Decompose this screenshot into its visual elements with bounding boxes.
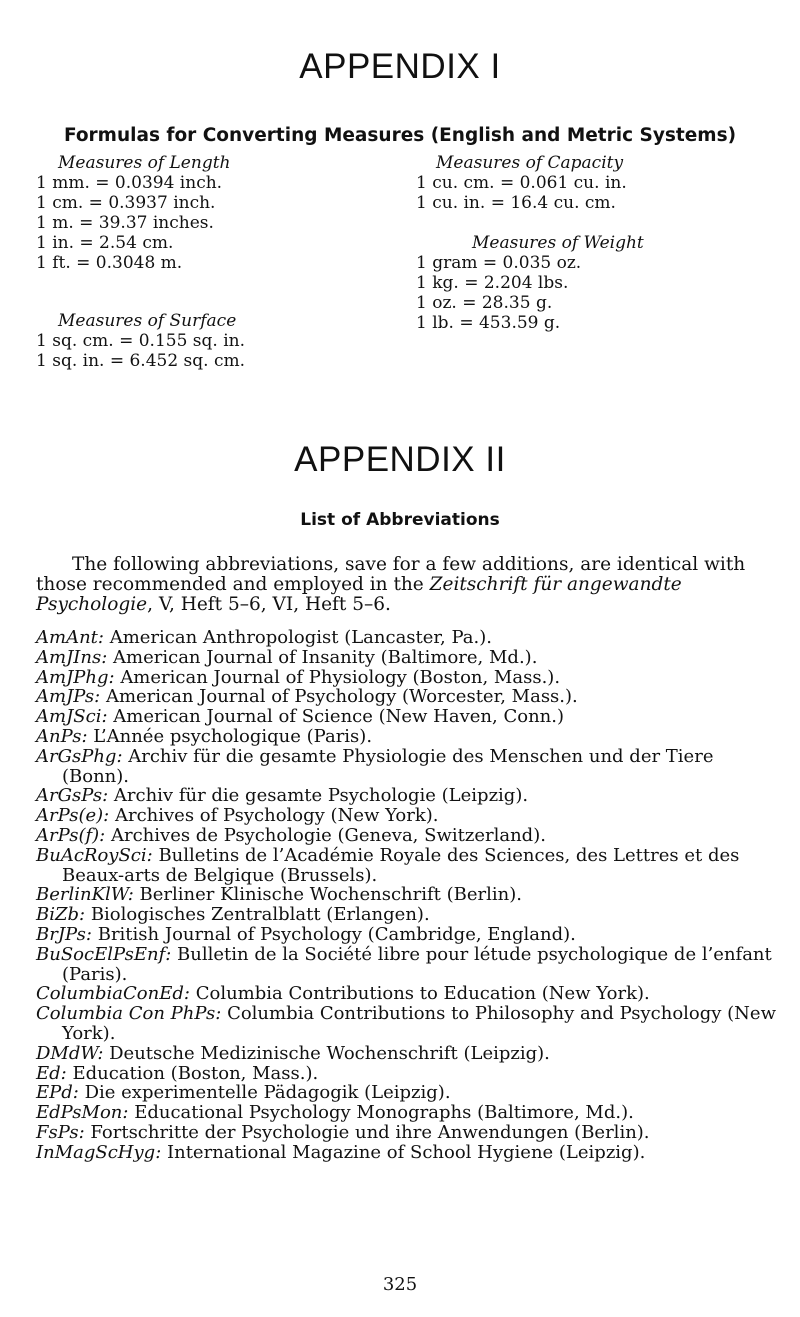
abbreviation-text: Biologisches Zentralblatt (Erlangen). [90, 904, 430, 926]
list-item [36, 1143, 776, 1163]
list-item [36, 687, 776, 707]
list-item [36, 925, 776, 945]
length-item: 1 m. = 39.37 inches. [36, 213, 214, 233]
surface-item: 1 sq. in. = 6.452 sq. cm. [36, 351, 246, 371]
list-item [36, 747, 776, 787]
intro-paragraph [36, 555, 766, 615]
list-item [36, 707, 776, 727]
abbreviation-text: L’Année psychologique (Paris). [93, 725, 373, 747]
abbreviation-text: Die experimentelle Pädagogik (Leipzig). [84, 1082, 451, 1104]
abbreviation-text: Columbia Contributions to Philosophy and Psychology (New York). [62, 1003, 776, 1044]
abbreviation-text: International Magazine of School Hygiene (Leipzig). [167, 1141, 646, 1163]
abbreviation-text: American Journal of Insanity (Baltimore, Md.). [113, 646, 538, 668]
list-item [36, 885, 776, 905]
abbreviation-key: AmAnt: [36, 627, 104, 648]
capacity-item: 1 cu. in. = 16.4 cu. cm. [416, 193, 616, 213]
abbreviation-text: American Journal of Physiology (Boston, Mass.). [120, 666, 561, 688]
list-item [36, 1044, 776, 1064]
abbreviation-key: EPd: [36, 1082, 79, 1104]
abbreviation-key: ArGsPs: [36, 785, 109, 807]
appendix-2-title: APPENDIX II [294, 440, 506, 479]
abbreviation-key: AmJPhg: [36, 666, 115, 688]
abbreviation-key: Ed: [36, 1062, 67, 1084]
list-item [36, 668, 776, 688]
list-item [36, 826, 776, 846]
intro-journal-title: Zeitschrift für angewandte Psychologie [36, 574, 682, 615]
abbreviation-key: ArPs(f): [36, 824, 106, 846]
abbreviation-text: Bulletin de la Société libre pour létude psychologique de l’enfant (Paris). [62, 943, 772, 985]
list-item [36, 1004, 776, 1044]
abbreviation-key: AmJIns: [36, 646, 108, 668]
abbreviation-text: Archiv für die gesamte Psychologie (Leipzig). [113, 785, 529, 807]
abbreviation-text: Deutsche Medizinische Wochenschrift (Leipzig). [109, 1042, 550, 1064]
abbreviation-key: AmJPs: [36, 686, 101, 708]
length-item: 1 ft. = 0.3048 m. [36, 253, 183, 273]
abbreviation-key: AmJSci: [36, 706, 108, 728]
page-number: 325 [382, 1274, 418, 1295]
list-item [36, 628, 776, 648]
abbreviation-key: AnPs: [36, 725, 88, 747]
capacity-item: 1 cu. cm. = 0.061 cu. in. [416, 173, 627, 193]
list-item [36, 1103, 776, 1123]
formulas-heading: Formulas for Converting Measures (English and Metric Systems) [63, 125, 737, 146]
abbreviation-text: Archiv für die gesamte Physiologie des Menschen und der Tiere (Bonn). [62, 745, 714, 787]
abbreviation-text: American Anthropologist (Lancaster, Pa.). [109, 627, 493, 648]
abbreviation-key: ArGsPhg: [36, 745, 123, 767]
abbreviation-text: Columbia Contributions to Education (New York). [195, 983, 650, 1005]
length-item: 1 mm. = 0.0394 inch. [36, 173, 223, 193]
abbreviation-list [36, 628, 776, 1163]
abbreviation-text: Education (Boston, Mass.). [72, 1062, 319, 1084]
abbreviation-key: BuAcRoySci: [36, 844, 153, 866]
length-item: 1 in. = 2.54 cm. [36, 233, 174, 253]
list-item [36, 984, 776, 1004]
surface-subheading: Measures of Surface [58, 311, 237, 331]
abbreviation-key: ArPs(e): [36, 805, 110, 827]
weight-item: 1 kg. = 2.204 lbs. [416, 273, 569, 293]
list-item [36, 1123, 776, 1143]
length-item: 1 cm. = 0.3937 inch. [36, 193, 216, 213]
surface-item: 1 sq. cm. = 0.155 sq. in. [36, 331, 246, 351]
abbreviation-text: American Journal of Science (New Haven, Conn.) [113, 706, 564, 728]
intro-text-end: , V, Heft 5–6, VI, Heft 5–6. [147, 594, 391, 615]
abbreviation-key: EdPsMon: [36, 1102, 129, 1124]
abbreviation-text: Bulletins de l’Académie Royale des Sciences, des Lettres et des Beaux-arts de Belgique (Brussels). [62, 844, 740, 886]
appendix-1-title: APPENDIX I [299, 47, 501, 86]
abbreviation-key: BuSocElPsEnf: [36, 943, 172, 965]
list-item [36, 1083, 776, 1103]
abbreviation-key: Columbia Con PhPs: [36, 1003, 222, 1025]
right-measures-column [416, 153, 776, 333]
list-item [36, 945, 776, 985]
list-item [36, 806, 776, 826]
list-item [36, 1064, 776, 1084]
abbreviation-key: BiZb: [36, 904, 86, 926]
left-measures-column [36, 153, 376, 371]
weight-item: 1 oz. = 28.35 g. [416, 293, 553, 313]
abbreviation-text: Archives of Psychology (New York). [114, 805, 439, 827]
abbreviation-text: Berliner Klinische Wochenschrift (Berlin). [139, 884, 522, 906]
abbreviation-key: FsPs: [36, 1121, 85, 1143]
abbreviation-text: American Journal of Psychology (Worcester, Mass.). [105, 686, 578, 708]
list-item [36, 846, 776, 886]
abbreviations-heading: List of Abbreviations [300, 510, 500, 530]
list-item [36, 727, 776, 747]
abbreviation-text: Archives de Psychologie (Geneva, Switzerland). [110, 824, 546, 846]
abbreviation-text: British Journal of Psychology (Cambridge, England). [97, 923, 576, 945]
abbreviation-key: ColumbiaConEd: [36, 983, 190, 1005]
abbreviation-key: DMdW: [36, 1042, 104, 1064]
weight-item: 1 gram = 0.035 oz. [416, 253, 582, 273]
abbreviation-text: Fortschritte der Psychologie und ihre Anwendungen (Berlin). [90, 1121, 650, 1143]
abbreviation-key: InMagScHyg: [36, 1141, 162, 1163]
intro-text: The following abbreviations, save for a few additions, are identical with those recommended and employed in the [36, 554, 746, 595]
list-item [36, 648, 776, 668]
abbreviation-key: BerlinKlW: [36, 884, 134, 906]
abbreviation-key: BrJPs: [36, 923, 92, 945]
weight-subheading: Measures of Weight [472, 233, 644, 253]
capacity-subheading: Measures of Capacity [436, 153, 624, 173]
abbreviation-text: Educational Psychology Monographs (Baltimore, Md.). [134, 1102, 634, 1124]
list-item [36, 786, 776, 806]
list-item [36, 905, 776, 925]
weight-item: 1 lb. = 453.59 g. [416, 313, 561, 333]
length-subheading: Measures of Length [58, 153, 231, 173]
